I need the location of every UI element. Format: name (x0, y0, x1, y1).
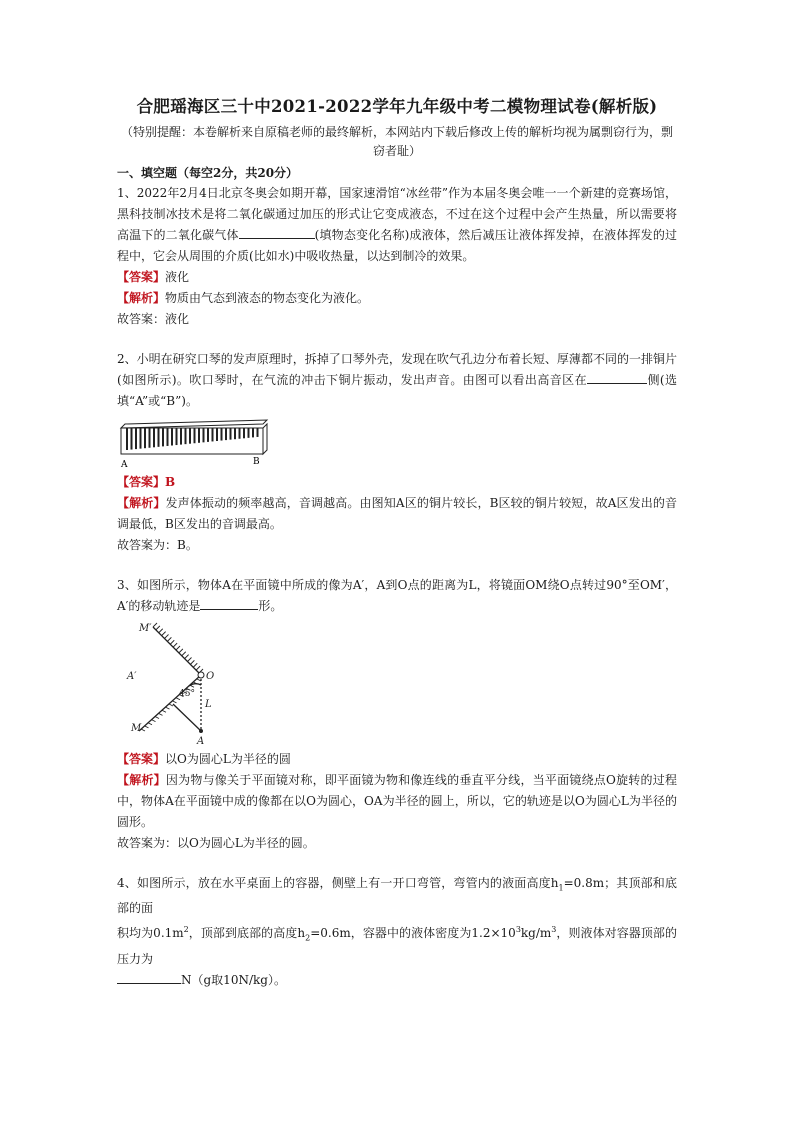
mirror-hatch (153, 623, 157, 627)
superscript: 3 (515, 925, 521, 935)
question-1-stem-b: (填物态变化名称)成液体，然后减压让液体挥发掉，在液体挥发的过程中，它会从周围的介质(比如水)中吸收热量，以达到制冷的效果。 (117, 228, 677, 263)
question-4-stem-c: 积均为0.1m (117, 926, 184, 941)
answer-blank (117, 971, 181, 984)
question-4-stem-f: kg/m (520, 926, 552, 941)
mirror-hatch (152, 720, 156, 722)
mirror-hatch (141, 729, 145, 731)
answer-tag: 【答案】 (117, 270, 166, 284)
question-2-stem-a: 2、小明在研究口琴的发声原理时，拆掉了口琴外壳，发现在吹气孔边分布着长短、厚薄都不同的一排铜片(如图所示)。吹口琴时，在气流的冲击下铜片振动，发出声音。由图可以看出高音区在 (117, 352, 677, 387)
final-answer: 故答案为：B。 (117, 538, 198, 552)
answer-text: 液化 (165, 270, 190, 284)
label-o: O (206, 671, 215, 682)
question-3-text (117, 575, 677, 617)
answer-blank (200, 597, 258, 610)
label-a: A (121, 460, 128, 470)
question-3 (117, 575, 677, 854)
final-answer: 故答案为：以O为圆心L为半径的圆。 (117, 836, 315, 850)
mirror-hatch (190, 685, 194, 687)
mirror-hatch (145, 726, 149, 728)
mirror-hatch (196, 666, 200, 670)
label-b: B (253, 457, 260, 467)
question-4-stem-e: =0.6m，容器中的液体密度为1.2×10 (310, 926, 516, 941)
analysis-tag: 【解析】 (117, 773, 166, 787)
question-1 (117, 183, 677, 330)
question-1-stem-a: 1、2022年2月4日北京冬奥会如期开幕，国家速滑馆“冰丝带”作为本届冬奥会唯一一个新建的竞赛场馆，黑科技制冰技术是将二氧化碳通过加压的形式让它变成液态，不过在这个过程中会产生热量，所以需要将高温下的二氧化碳气体 (117, 186, 677, 242)
answer-tag: 【答案】 (117, 752, 166, 766)
answer-tag: 【答案】 (117, 475, 166, 489)
mirror-hatch (162, 632, 166, 636)
final-answer: 故答案：液化 (117, 312, 190, 326)
superscript: 3 (551, 925, 557, 935)
analysis-text: 物质由气态到液态的物态变化为液化。 (165, 291, 370, 305)
mirror-hatch (179, 649, 183, 653)
mirror-hatch (148, 723, 152, 725)
question-2-text (117, 349, 677, 412)
mirror-hatch (190, 660, 194, 664)
mirror-hatch (155, 717, 159, 719)
analysis-tag: 【解析】 (117, 496, 166, 510)
superscript: 2 (183, 925, 189, 935)
mirror-hatch (169, 704, 173, 706)
label-a: A (197, 736, 205, 747)
label-a-prime: A′ (127, 671, 137, 682)
label-m-prime: M′ (139, 623, 152, 634)
question-4-text (117, 873, 677, 919)
label-l: L (205, 699, 212, 710)
question-2 (117, 349, 677, 556)
section-heading: 一、填空题（每空2分，共20分） (117, 166, 299, 180)
question-4-stem-b: =0.8m；其顶部和底部的面 (117, 876, 677, 916)
answer-blank (239, 226, 315, 239)
mirror-hatch (176, 646, 180, 650)
analysis-text: 因为物与像关于平面镜对称，即平面镜为物和像连线的垂直平分线，当平面镜绕点O旋转的过程中，物体A在平面镜中成的像都在以O为圆心，OA为半径的圆上，所以，它的轨迹是以O为圆心L为半径的圆形。 (117, 773, 677, 829)
analysis-text: 发声体振动的频率越高，音调越高。由图知A区的铜片较长，B区较的铜片较短，故A区发出的音调最低，B区发出的音调最高。 (117, 496, 677, 531)
mirror-hatch (193, 663, 197, 667)
harmonica-reed-figure (117, 414, 277, 470)
question-4-stem-a: 4、如图所示，放在水平桌面上的容器，侧壁上有一开口弯管，弯管内的液面高度h (117, 876, 559, 890)
answer-text: B (165, 475, 176, 489)
mirror-hatch (156, 626, 160, 630)
question-4-text-3 (117, 970, 677, 991)
question-4-stem-h: N（g取10N/kg）。 (181, 972, 286, 987)
label-m: M (131, 723, 142, 734)
mirror-hatch (166, 707, 170, 709)
question-2-stem-b: 侧(选填“A”或“B”)。 (117, 373, 677, 408)
copyright-notice: （特别提醒：本卷解析来自原稿老师的最终解析，本网站内下载后修改上传的解析均视为属剽窃行为，剽窃者耻） (120, 125, 673, 158)
question-3-stem-b: 形。 (258, 599, 283, 613)
answer-blank (587, 371, 647, 384)
mirror-rotation-figure (117, 619, 227, 747)
analysis-line (117, 288, 677, 309)
question-4-text-2 (117, 919, 677, 969)
subscript: 1 (558, 883, 564, 893)
answer-line (117, 749, 677, 770)
question-4-stem-g: ，则液体对容器顶部的压力为 (117, 926, 677, 966)
analysis-line (117, 770, 677, 833)
page-title: 合肥瑶海区三十中2021-2022学年九年级中考二模物理试卷(解析版) (136, 97, 658, 116)
answer-line (117, 267, 677, 288)
mirror-hatch (159, 713, 163, 715)
exam-page (117, 95, 677, 991)
question-3-stem-a: 3、如图所示，物体A在平面镜中所成的像为A′，A到O点的距离为L，将镜面OM绕O点转过90°至OM′，A′的移动轨迹是 (117, 578, 677, 613)
mirror-hatch (162, 710, 166, 712)
mirror-hatch (173, 643, 177, 647)
question-1-text (117, 183, 677, 267)
label-angle: 45° (179, 689, 195, 699)
analysis-line (117, 493, 677, 535)
mirror-hatch (182, 652, 186, 656)
mirror-hatch (170, 640, 174, 644)
answer-line (117, 472, 677, 493)
mirror-hatch (167, 637, 171, 641)
analysis-tag: 【解析】 (117, 291, 166, 305)
question-4-stem-d: ，顶部到底部的高度h (188, 926, 306, 941)
answer-text: 以O为圆心L为半径的圆 (165, 752, 291, 766)
mirror-hatch (173, 701, 177, 703)
mirror-hatch (159, 629, 163, 633)
question-4 (117, 873, 677, 991)
mirror-hatch (165, 635, 169, 639)
mirror-hatch (188, 658, 192, 662)
subscript: 2 (305, 933, 311, 943)
mirror-hatch (185, 655, 189, 659)
